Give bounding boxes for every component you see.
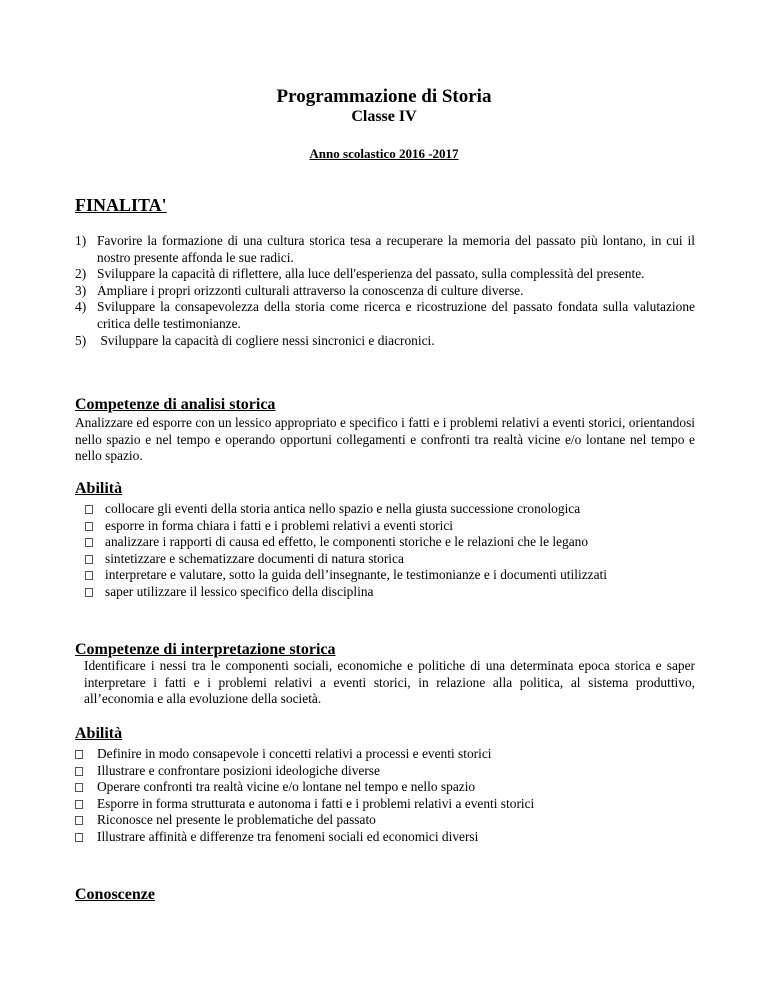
item-number: 5) — [75, 332, 87, 348]
interpretazione-paragraph: Identificare i nessi tra le componenti sociali, economiche e politiche di una determinata epoca storica e saper interpretare i fatti e i problemi relativi a eventi storici, in relazione alla politica, al sistema produttivo, all’economia e alla evoluzione della società. — [84, 658, 695, 707]
abilita-list-2 — [75, 746, 695, 846]
checkbox-glyph-icon — [85, 555, 93, 564]
analisi-paragraph: Analizzare ed esporre con un lessico appropriato e specifico i fatti e i problemi relativi a eventi storici, orientandosi nello spazio e nel tempo e operando opportuni collegamenti e confronti tra realtà vicine e/o lontane nel tempo e nello spazio. — [75, 415, 695, 464]
item-number: 4) — [75, 299, 87, 315]
analisi-heading: Competenze di analisi storica — [75, 396, 276, 413]
list-item — [75, 796, 695, 813]
list-item — [75, 763, 695, 780]
list-item — [85, 518, 705, 535]
item-text: analizzare i rapporti di causa ed effetto, le componenti storiche e le relazioni che le legano — [105, 534, 589, 550]
finalita-heading: FINALITA' — [75, 195, 167, 215]
list-item — [75, 266, 695, 283]
item-number: 3) — [75, 282, 87, 298]
item-text: esporre in forma chiara i fatti e i problemi relativi a eventi storici — [105, 517, 454, 533]
list-item — [85, 534, 705, 551]
list-item — [85, 501, 705, 518]
list-item — [75, 829, 695, 846]
list-item — [75, 746, 695, 763]
abilita-heading-1: Abilità — [75, 480, 123, 497]
list-item — [85, 584, 705, 601]
checkbox-glyph-icon — [85, 522, 93, 531]
item-text: Ampliare i propri orizzonti culturali attraverso la conoscenza di culture diverse. — [97, 282, 524, 298]
interpretazione-heading: Competenze di interpretazione storica — [75, 641, 336, 658]
list-item — [75, 299, 695, 332]
checkbox-glyph-icon — [75, 767, 83, 776]
item-text: Operare confronti tra realtà vicine e/o lontane nel tempo e nello spazio — [97, 779, 476, 795]
page-subtitle: Classe IV — [351, 108, 417, 125]
list-item — [85, 551, 705, 568]
checkbox-glyph-icon — [75, 800, 83, 809]
item-text: Definire in modo consapevole i concetti relativi a processi e eventi storici — [97, 746, 492, 761]
finalita-list — [75, 233, 695, 349]
item-text: collocare gli eventi della storia antica nello spazio e nella giusta successione cronologica — [105, 501, 581, 516]
item-text: saper utilizzare il lessico specifico della disciplina — [105, 583, 374, 599]
checkbox-glyph-icon — [75, 816, 83, 825]
item-text: Sviluppare la capacità di cogliere nessi sincronici e diacronici. — [97, 332, 435, 348]
conoscenze-heading: Conoscenze — [75, 886, 155, 903]
item-number: 1) — [75, 233, 87, 248]
list-item — [75, 812, 695, 829]
item-text: sintetizzare e schematizzare documenti di natura storica — [105, 550, 404, 566]
item-text: Illustrare affinità e differenze tra fenomeni sociali ed economici diversi — [97, 828, 479, 844]
list-item — [85, 567, 705, 584]
checkbox-glyph-icon — [85, 588, 93, 597]
item-number: 2) — [75, 266, 87, 282]
checkbox-glyph-icon — [85, 571, 93, 580]
item-text: Illustrare e confrontare posizioni ideologiche diverse — [97, 762, 380, 778]
item-text: Esporre in forma strutturata e autonoma i fatti e i problemi relativi a eventi storici — [97, 795, 535, 811]
checkbox-glyph-icon — [75, 833, 83, 842]
list-item — [75, 283, 695, 300]
list-item — [75, 333, 695, 350]
checkbox-glyph-icon — [85, 505, 93, 514]
item-text: Sviluppare la consapevolezza della storia come ricerca e ricostruzione del passato fondata sulla valutazione critica delle testimonianze. — [97, 299, 695, 331]
abilita-heading-2: Abilità — [75, 725, 123, 742]
checkbox-glyph-icon — [75, 750, 83, 759]
checkbox-glyph-icon — [75, 783, 83, 792]
checkbox-glyph-icon — [85, 538, 93, 547]
list-item — [75, 233, 695, 266]
list-item — [75, 779, 695, 796]
abilita-list-1 — [85, 501, 705, 601]
page-title: Programmazione di Storia — [276, 86, 492, 107]
item-text: interpretare e valutare, sotto la guida dell’insegnante, le testimonianze e i documenti utilizzati — [105, 567, 607, 583]
item-text: Sviluppare la capacità di riflettere, alla luce dell'esperienza del passato, sulla complessità del presente. — [97, 266, 645, 282]
school-year: Anno scolastico 2016 -2017 — [309, 146, 459, 161]
item-text: Favorire la formazione di una cultura storica tesa a recuperare la memoria del passato più lontano, in cui il nostro presente affonda le sue radici. — [97, 233, 695, 265]
item-text: Riconosce nel presente le problematiche del passato — [97, 812, 376, 828]
